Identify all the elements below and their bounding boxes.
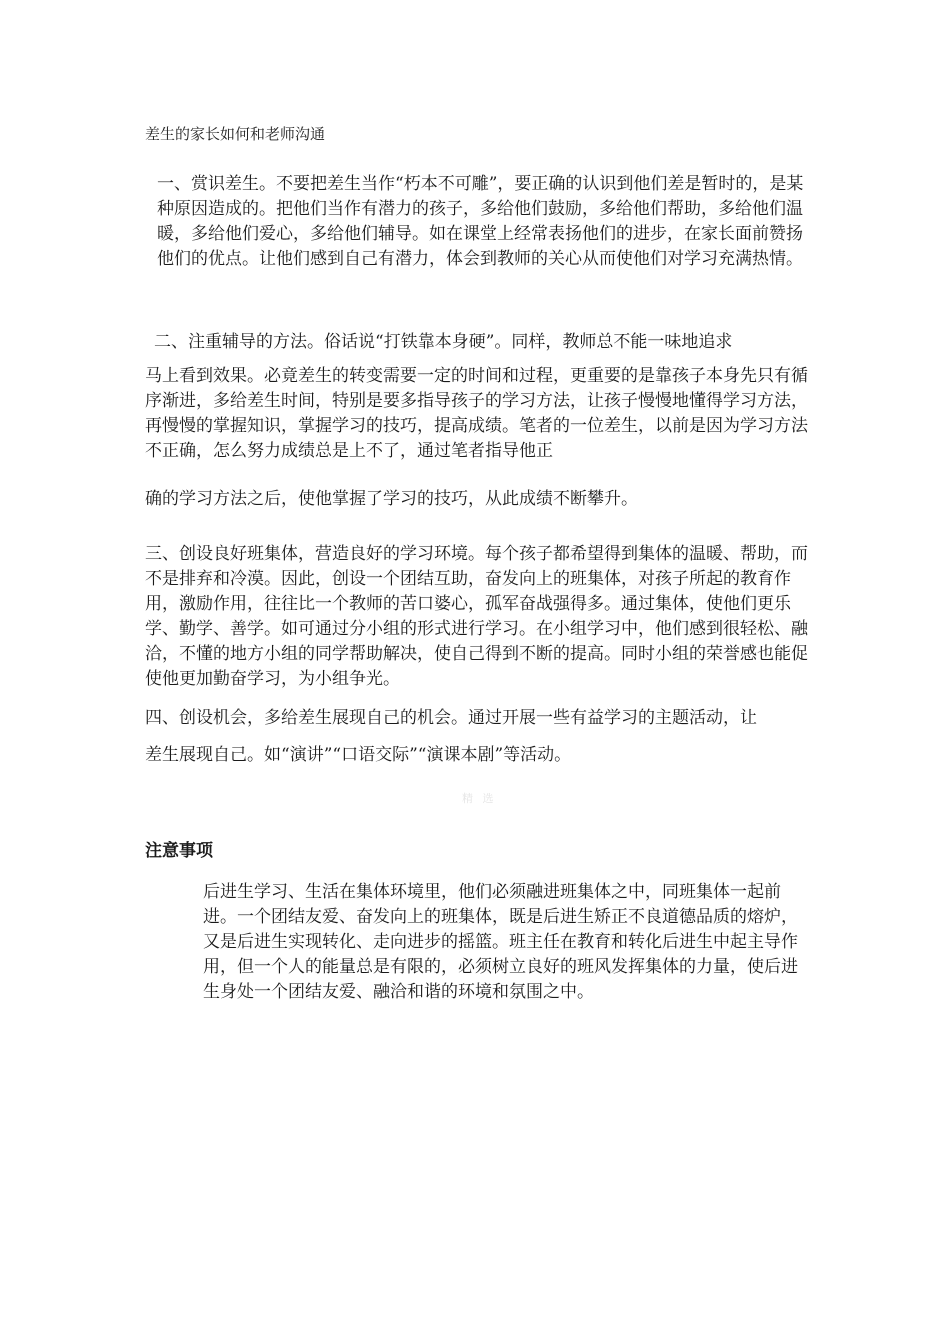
paragraph-opportunity-end: 差生展现自己。如“演讲”“口语交际”“演课本剧”等活动。 <box>145 745 572 765</box>
paragraph-appreciate: 一、赏识差生。不要把差生当作“朽本不可雕”，要正确的认识到他们差是暂时的，是某种原因造成的。把他们当作有潜力的孩子，多给他们鼓励，多给他们帮助，多给他们温暖，多给他们爱心，多给他们辅导。如在课堂上经常表扬他们的进步，在家长面前赞扬他们的优点。让他们感到自己有潜力，体会到教师的关心从而使他们对学习充满热情。 <box>157 174 804 269</box>
paragraph-tutoring-end: 确的学习方法之后，使他掌握了学习的技巧，从此成绩不断攀升。 <box>145 489 638 509</box>
paragraph-tutoring-body: 马上看到效果。必竟差生的转变需要一定的时间和过程，更重要的是靠孩子本身先只有循序渐进，多给差生时间，特别是要多指导孩子的学习方法，让孩子慢慢地懂得学习方法，再慢慢的掌握知识，掌握学习的技巧，提高成绩。笔者的一位差生，以前是因为学习方法不正确，怎么努力成绩总是上不了，通过笔者指导他正 <box>145 366 808 461</box>
faint-watermark: 精 选 <box>462 792 497 805</box>
paragraph-opportunity-intro: 四、创设机会，多给差生展现自己的机会。通过开展一些有益学习的主题活动，让 <box>145 708 757 728</box>
document-title: 差生的家长如何和老师沟通 <box>145 125 326 143</box>
paragraph-tutoring-intro: 二、注重辅导的方法。俗话说“打铁靠本身硬”。同样，教师总不能一味地追求 <box>154 332 733 352</box>
notice-heading: 注意事项 <box>145 841 213 861</box>
notice-body: 后进生学习、生活在集体环境里，他们必须融进班集体之中，同班集体一起前进。一个团结友爱、奋发向上的班集体，既是后进生矫正不良道德品质的熔炉，又是后进生实现转化、走向进步的摇篮。班主任在教育和转化后进生中起主导作用，但一个人的能量总是有限的，必须树立良好的班风发挥集体的力量，使后进生身处一个团结友爱、融洽和谐的环境和氛围之中。 <box>203 882 798 1002</box>
paragraph-class-collective: 三、创设良好班集体，营造良好的学习环境。每个孩子都希望得到集体的温暖、帮助，而不是排弃和冷漠。因此，创设一个团结互助，奋发向上的班集体，对孩子所起的教育作用，激励作用，往往比一个教师的苦口婆心，孤军奋战强得多。通过集体，使他们更乐学、勤学、善学。如可通过分小组的形式进行学习。在小组学习中，他们感到很轻松、融洽，不懂的地方小组的同学帮助解决，使自己得到不断的提高。同时小组的荣誉感也能促使他更加勤奋学习，为小组争光。 <box>145 544 808 689</box>
